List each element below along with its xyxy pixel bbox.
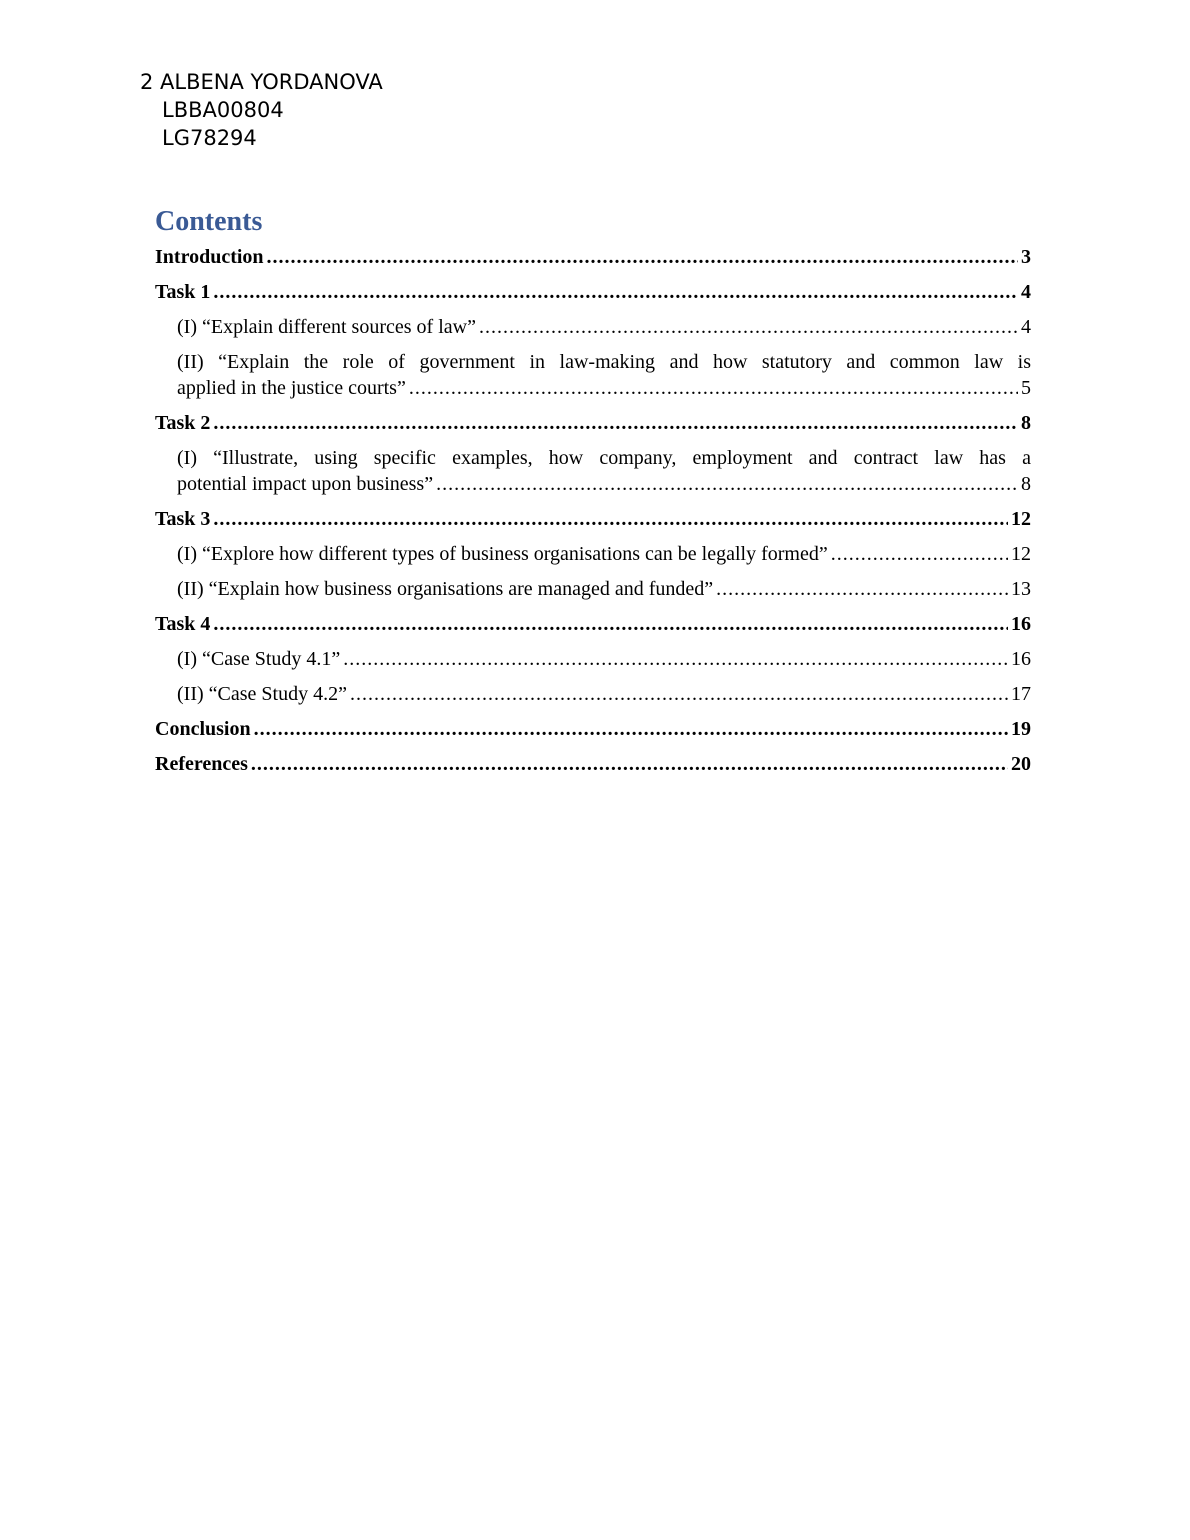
header-student-id: LBBA00804 <box>162 98 284 122</box>
toc-leader-dots <box>436 471 1018 497</box>
toc-entry-page: 12 <box>1011 508 1031 530</box>
toc-leader-dots <box>350 681 1008 707</box>
toc-leader-dots <box>267 244 1018 270</box>
toc-entry-task4-i[interactable] <box>155 646 1031 672</box>
toc-entry-label: (I) “Explain different sources of law” <box>177 316 476 338</box>
toc-entry-label: (II) “Case Study 4.2” <box>177 683 347 705</box>
toc-entry-label: Task 2 <box>155 412 211 434</box>
toc-entry-label: (II) “Explain how business organisations are managed and funded” <box>177 578 714 600</box>
toc-entry-task4-ii[interactable] <box>155 681 1031 707</box>
toc-entry-introduction[interactable] <box>155 244 1031 270</box>
header-course-code: LG78294 <box>162 126 257 150</box>
toc-entry-task1[interactable] <box>155 279 1031 305</box>
toc-entry-page: 12 <box>1011 543 1031 565</box>
toc-entry-page: 8 <box>1021 412 1031 434</box>
toc-entry-page: 20 <box>1011 753 1031 775</box>
toc-entry-label: References <box>155 753 248 775</box>
toc-title: Contents <box>155 206 263 237</box>
table-of-contents <box>155 200 1031 786</box>
toc-entry-label: Introduction <box>155 246 264 268</box>
toc-entry-label: Task 3 <box>155 508 211 530</box>
toc-leader-dots <box>213 611 1008 637</box>
toc-entry-label: (I) “Case Study 4.1” <box>177 648 341 670</box>
toc-entry-task3-ii[interactable] <box>155 576 1031 602</box>
toc-entry-references[interactable] <box>155 751 1031 777</box>
toc-entry-page: 3 <box>1021 246 1031 268</box>
toc-entry-task3-i[interactable] <box>155 541 1031 567</box>
toc-leader-dots <box>213 506 1008 532</box>
toc-leader-dots <box>343 646 1008 672</box>
toc-entry-page: 17 <box>1011 683 1031 705</box>
toc-leader-dots <box>831 541 1008 567</box>
toc-entry-task2-i[interactable] <box>155 445 1031 497</box>
toc-leader-dots <box>251 751 1008 777</box>
toc-entry-page: 5 <box>1021 377 1031 399</box>
toc-entry-label: (I) “Explore how different types of business organisations can be legally formed” <box>177 543 828 565</box>
toc-leader-dots <box>213 410 1018 436</box>
toc-entry-conclusion[interactable] <box>155 716 1031 742</box>
header-name-line: 2 ALBENA YORDANOVA <box>140 70 383 94</box>
toc-entry-label-line2: potential impact upon business” <box>177 473 434 495</box>
toc-entry-page: 4 <box>1021 281 1031 303</box>
toc-entry-task2[interactable] <box>155 410 1031 436</box>
toc-entry-label-line2: applied in the justice courts” <box>177 377 406 399</box>
toc-entry-label: Task 1 <box>155 281 211 303</box>
toc-entry-label-line1: (I) “Illustrate, using specific examples, how company, employment and contract law has a <box>177 447 1031 469</box>
toc-entry-page: 19 <box>1011 718 1031 740</box>
toc-entry-label: Conclusion <box>155 718 251 740</box>
document-header <box>140 68 383 152</box>
toc-entry-label-line1: (II) “Explain the role of government in law-making and how statutory and common law is <box>177 351 1031 373</box>
toc-entry-page: 16 <box>1011 613 1031 635</box>
toc-entry-page: 16 <box>1011 648 1031 670</box>
toc-entry-task3[interactable] <box>155 506 1031 532</box>
toc-entry-task1-i[interactable] <box>155 314 1031 340</box>
toc-leader-dots <box>213 279 1018 305</box>
toc-entry-page: 4 <box>1021 316 1031 338</box>
toc-entry-task4[interactable] <box>155 611 1031 637</box>
toc-entry-label: Task 4 <box>155 613 211 635</box>
toc-entry-task1-ii[interactable] <box>155 349 1031 401</box>
toc-entry-page: 13 <box>1011 578 1031 600</box>
toc-leader-dots <box>409 375 1018 401</box>
toc-entry-page: 8 <box>1021 473 1031 495</box>
toc-leader-dots <box>254 716 1008 742</box>
toc-leader-dots <box>716 576 1008 602</box>
toc-leader-dots <box>479 314 1018 340</box>
